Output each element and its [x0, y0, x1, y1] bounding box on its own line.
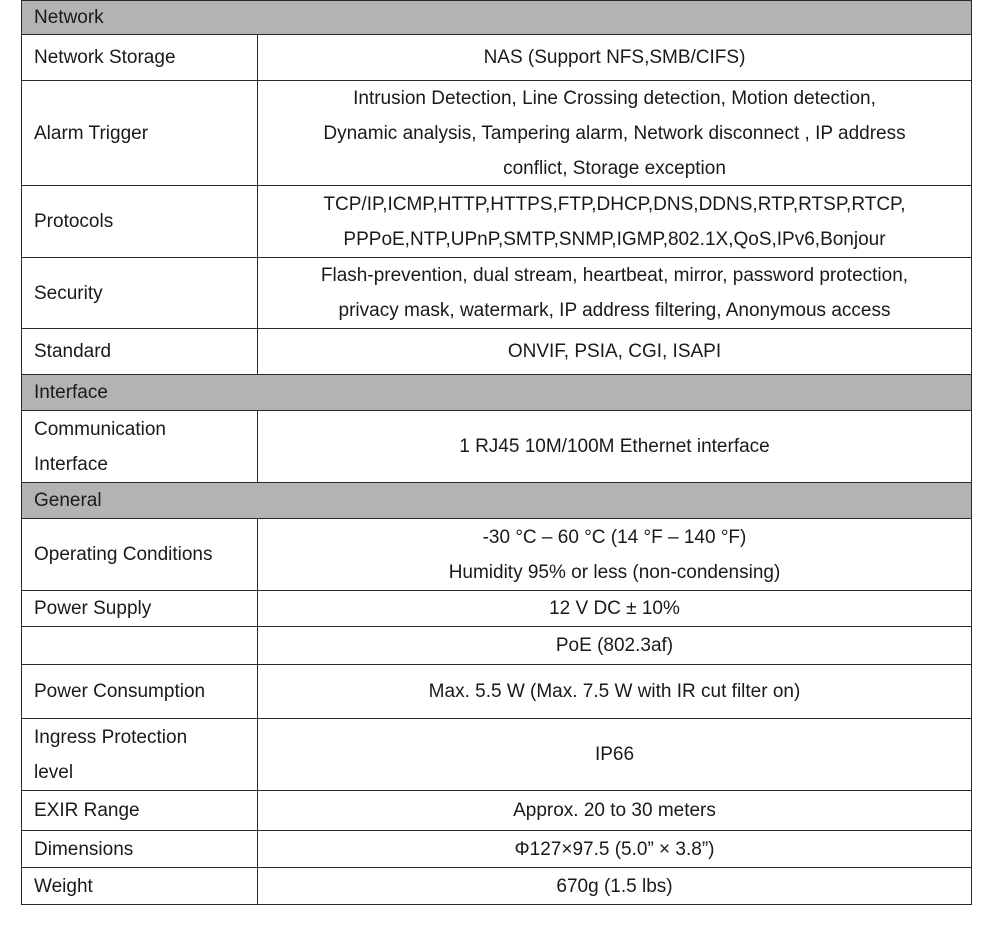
value-line: privacy mask, watermark, IP address filtering, Anonymous access: [338, 300, 891, 321]
value-line: PPPoE,NTP,UPnP,SMTP,SNMP,IGMP,802.1X,QoS,IPv6,Bonjour: [343, 228, 886, 250]
row-value: Approx. 20 to 30 meters: [258, 791, 972, 830]
row-label: Power Supply: [22, 591, 258, 626]
row-label: Power Consumption: [22, 665, 258, 718]
label-line: Interface: [34, 453, 108, 475]
value-line: -30 °C – 60 °C (14 °F – 140 °F): [482, 526, 747, 548]
value-line: Intrusion Detection, Line Crossing detection, Motion detection,: [353, 87, 876, 109]
row-label: Security: [22, 258, 258, 328]
row-label: [22, 719, 258, 790]
row-value: [258, 186, 972, 257]
row-value: [258, 519, 972, 590]
table-row-standard: [22, 329, 972, 375]
label-line: Communication: [34, 418, 166, 440]
table-row-communication-interface: [22, 411, 972, 483]
table-row-alarm-trigger: [22, 81, 972, 186]
value-line: conflict, Storage exception: [503, 157, 726, 179]
table-row-ingress-protection: [22, 719, 972, 791]
row-label: Standard: [22, 329, 258, 374]
table-row-network-storage: [22, 35, 972, 81]
table-row-security: [22, 258, 972, 329]
row-label: Protocols: [22, 186, 258, 257]
table-row-protocols: [22, 186, 972, 258]
row-value: [258, 258, 972, 328]
row-value: IP66: [258, 719, 972, 790]
row-label: Network Storage: [22, 35, 258, 80]
value-line: Dynamic analysis, Tampering alarm, Network disconnect , IP address: [323, 122, 906, 144]
row-value: Max. 5.5 W (Max. 7.5 W with IR cut filter on): [258, 665, 972, 718]
value-line: Flash-prevention, dual stream, heartbeat, mirror, password protection,: [320, 265, 909, 286]
row-label: [22, 411, 258, 482]
section-title: Interface: [34, 381, 108, 403]
spec-table: [21, 0, 972, 905]
section-header-general: [22, 483, 972, 519]
value-line: Humidity 95% or less (non-condensing): [448, 561, 781, 583]
row-label-empty: [22, 627, 258, 664]
table-row-power-supply: [22, 591, 972, 627]
label-line: level: [34, 761, 74, 783]
row-label: Weight: [22, 868, 258, 904]
row-value: PoE (802.3af): [258, 627, 972, 664]
label-line: Ingress Protection: [34, 726, 188, 748]
section-title: General: [34, 489, 102, 511]
value-line: TCP/IP,ICMP,HTTP,HTTPS,FTP,DHCP,DNS,DDNS,RTP,RTSP,RTCP,: [323, 193, 906, 215]
section-header-interface: [22, 375, 972, 411]
table-row-operating-conditions: [22, 519, 972, 591]
table-row-weight: [22, 868, 972, 905]
section-header-network: [22, 1, 972, 35]
row-value: 1 RJ45 10M/100M Ethernet interface: [258, 411, 972, 482]
row-value: NAS (Support NFS,SMB/CIFS): [258, 35, 972, 80]
row-label: Alarm Trigger: [22, 81, 258, 185]
row-value: 670g (1.5 lbs): [258, 868, 972, 904]
table-row-exir-range: [22, 791, 972, 831]
row-label: Operating Conditions: [22, 519, 258, 590]
row-value: 12 V DC ± 10%: [258, 591, 972, 626]
table-row-dimensions: [22, 831, 972, 868]
table-row-power-supply-poe: [22, 627, 972, 665]
table-row-power-consumption: [22, 665, 972, 719]
row-value: [258, 81, 972, 185]
section-title: Network: [34, 6, 104, 28]
row-value: Φ127×97.5 (5.0” × 3.8”): [258, 831, 972, 867]
row-label: EXIR Range: [22, 791, 258, 830]
row-value: ONVIF, PSIA, CGI, ISAPI: [258, 329, 972, 374]
row-label: Dimensions: [22, 831, 258, 867]
